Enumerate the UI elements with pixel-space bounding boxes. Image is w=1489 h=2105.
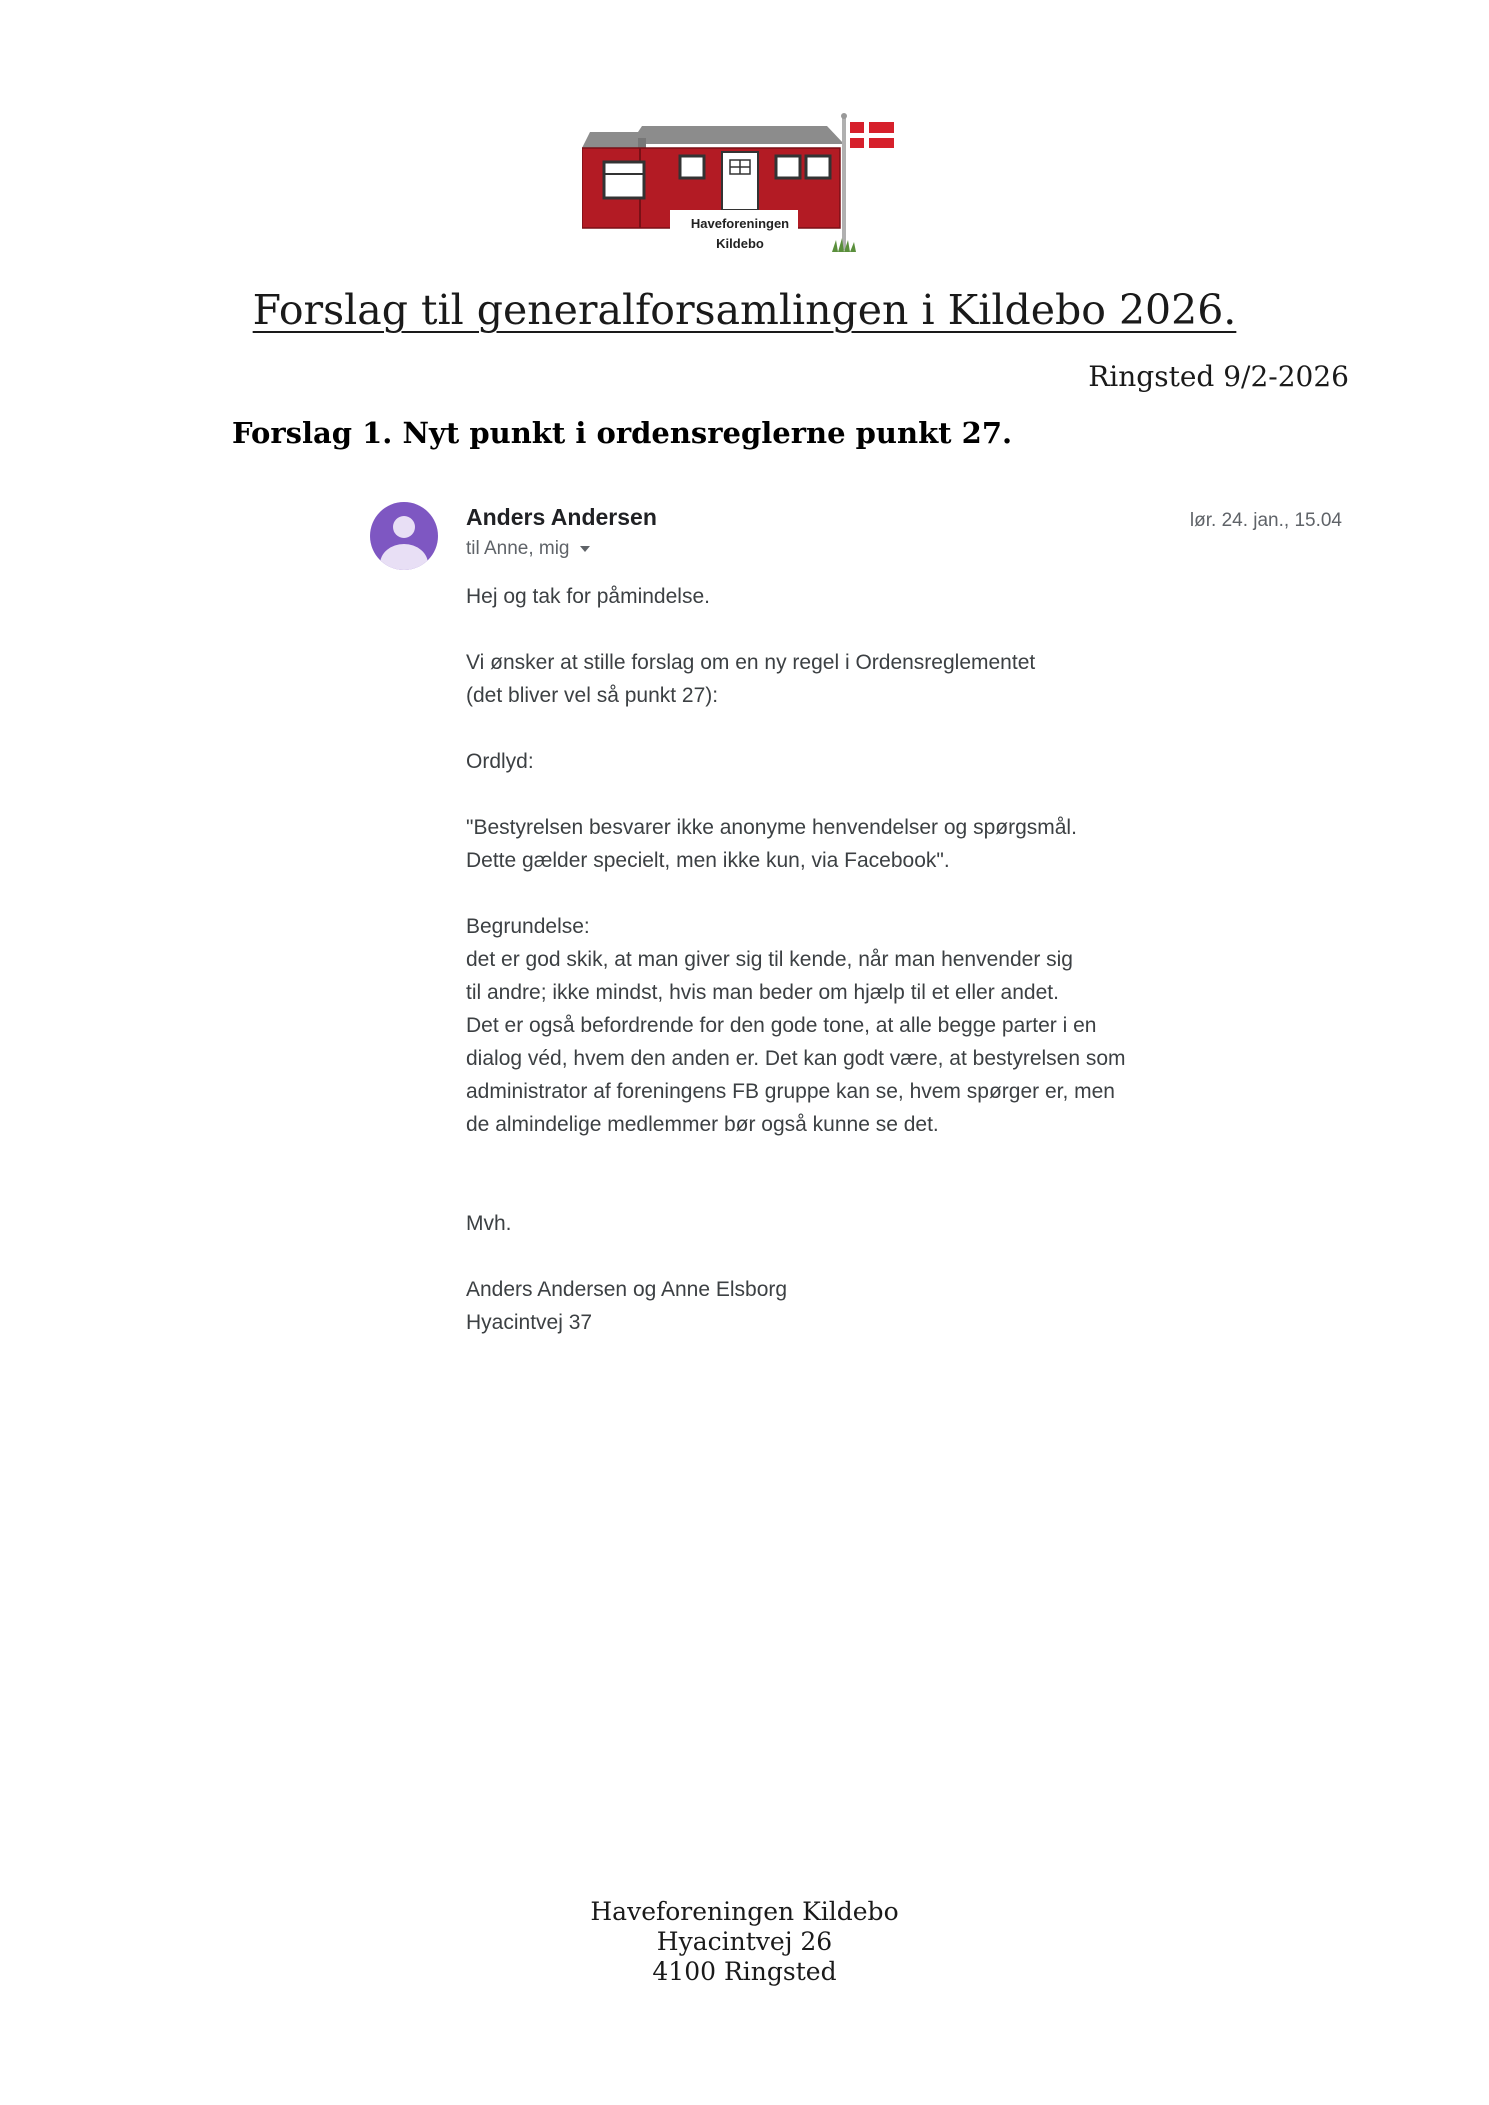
logo-text-line1: Haveforeningen xyxy=(690,216,790,231)
window xyxy=(680,156,704,178)
email-intro-line: (det bliver vel så punkt 27): xyxy=(466,684,719,707)
email-reason-line: Det er også befordrende for den gode tone, at alle begge parter i en xyxy=(466,1014,1097,1037)
footer-line: 4100 Ringsted xyxy=(652,1957,837,1986)
main-roof xyxy=(630,126,844,144)
document-date: Ringsted 9/2-2026 xyxy=(1088,360,1349,393)
email-reason-line: det er god skik, at man giver sig til kende, når man henvender sig xyxy=(466,948,1073,971)
footer-line: Hyacintvej 26 xyxy=(656,1927,833,1956)
window xyxy=(776,156,800,178)
sender-name: Anders Andersen xyxy=(466,504,657,530)
avatar-icon xyxy=(370,502,438,570)
chevron-down-icon xyxy=(580,546,590,552)
email-greeting: Hej og tak for påmindelse. xyxy=(466,585,710,608)
document-title: Forslag til generalforsamlingen i Kildebo 2026. xyxy=(252,286,1237,334)
email-body xyxy=(466,580,1186,1339)
window xyxy=(806,156,830,178)
email-reason-line: de almindelige medlemmer bør også kunne se det. xyxy=(466,1113,939,1136)
flag-pole xyxy=(842,116,846,250)
email-screenshot xyxy=(370,500,1350,1350)
email-date: lør. 24. jan., 15.04 xyxy=(1189,510,1342,531)
email-reason-line: dialog véd, hvem den anden er. Det kan godt være, at bestyrelsen som xyxy=(466,1047,1126,1070)
recipients-text: til Anne, mig xyxy=(466,538,570,559)
logo-text-line2: Kildebo xyxy=(716,236,764,251)
email-quote-line: Dette gælder specielt, men ikke kun, via Facebook". xyxy=(466,849,950,872)
email-signature: Anders Andersen og Anne Elsborg xyxy=(466,1278,788,1301)
footer-line: Haveforeningen Kildebo xyxy=(590,1897,899,1926)
email-reason-line: til andre; ikke mindst, hvis man beder om hjælp til et eller andet. xyxy=(466,981,1059,1004)
email-intro-line: Vi ønsker at stille forslag om en ny regel i Ordensreglementet xyxy=(466,651,1036,674)
email-closing: Mvh. xyxy=(466,1212,512,1235)
email-address: Hyacintvej 37 xyxy=(466,1311,593,1334)
proposal-heading: Forslag 1. Nyt punkt i ordensreglerne punkt 27. xyxy=(232,416,1013,450)
recipients xyxy=(466,538,590,560)
email-reason-line: administrator af foreningens FB gruppe kan se, hvem spørger er, men xyxy=(466,1080,1115,1103)
email-reason-label: Begrundelse: xyxy=(466,915,590,938)
footer xyxy=(0,1897,1489,1987)
left-roof xyxy=(582,132,640,148)
kildebo-logo xyxy=(582,112,912,257)
email-quote-line: "Bestyrelsen besvarer ikke anonyme henvendelser og spørgsmål. xyxy=(466,816,1077,839)
email-wording-label: Ordlyd: xyxy=(466,750,534,773)
chimney xyxy=(638,138,646,148)
window xyxy=(604,162,644,198)
